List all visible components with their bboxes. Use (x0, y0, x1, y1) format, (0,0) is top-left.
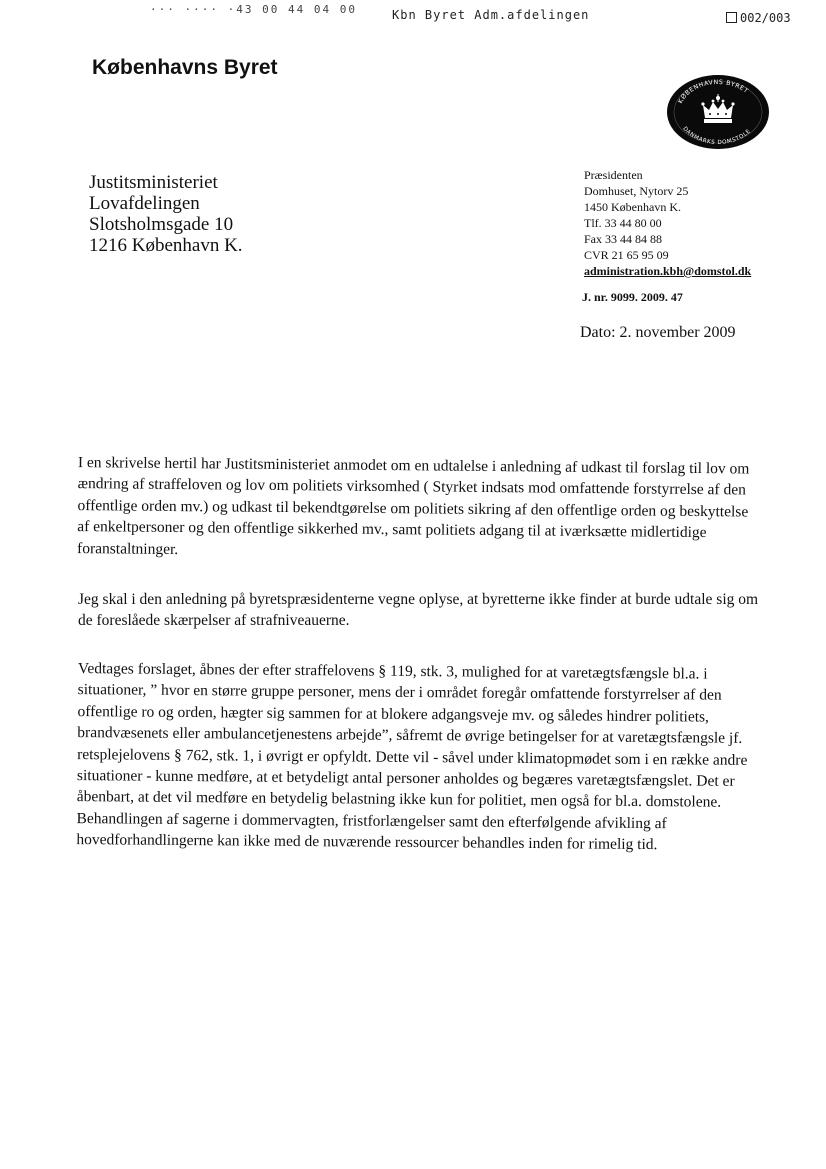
checkbox-icon (726, 12, 737, 23)
seal-top-text: KØBENHAVNS BYRET (677, 78, 750, 105)
fax-header-number: ··· ···· ·43 00 44 04 00 (150, 3, 357, 16)
seal-graphic (666, 74, 770, 150)
sender-postal: 1450 København K. (584, 200, 681, 214)
addressee-line: Lovafdelingen (89, 193, 200, 214)
addressee-line: Slotsholmsgade 10 (89, 214, 234, 235)
sender-title: Præsidenten (584, 168, 643, 182)
addressee-line: Justitsministeriet (89, 172, 218, 193)
letter-body (70, 452, 762, 872)
letter-date: Dato: 2. november 2009 (580, 324, 736, 341)
sender-phone: Tlf. 33 44 80 00 (584, 216, 662, 230)
body-paragraph: Vedtages forslaget, åbnes der efter straffelovens § 119, stk. 3, mulighed for at varetægtsfængsle bl.a. i situationer, ” hvor en større gruppe personer, mens der i området foregår omfattende forstyrrelser af den offentlige ro og orden, hægter sig sammen for at blokere adgangsveje mv. og således hindrer politiets, brandvæsenets eller ambulancetjenestens arbejde”, såfremt de øvrige betingelser for at varetægtsfængsle jf. retsplejelovens § 762, stk. 1, i øvrigt er opfyldt. Dette vil - såvel under klimatopmødet som i en række andre situationer - kunne medføre, at et betydeligt antal personer anholdes og begæres varetægtsfængslet. Det er åbenbart, at det vil medføre en betydelig belastning ikke kun for politiet, men også for bl.a. domstolene. Behandlingen af sagerne i dommervagten, fristforlængelser samt den efterfølgende afvikling af hovedforhandlingerne kan ikke med de nuværende ressourcer behandles inden for rimelig tid. (76, 659, 748, 854)
court-name: Københavns Byret (92, 56, 278, 79)
seal-bottom-text: DANMARKS DOMSTOLE (681, 125, 753, 147)
body-paragraph: Jeg skal i den anledning på byretspræsidenterne vegne oplyse, at byretterne ikke finder at burde udtale sig om de foreslåede skærpelser af strafniveauerne. (78, 591, 759, 630)
sender-email-link[interactable]: administration.kbh@domstol.dk (584, 264, 752, 278)
sender-block (584, 167, 751, 279)
fax-header-page (726, 11, 791, 25)
sender-fax: Fax 33 44 84 88 (584, 232, 662, 246)
sender-cvr: CVR 21 65 95 09 (584, 248, 669, 262)
sender-address: Domhuset, Nytorv 25 (584, 184, 689, 198)
fax-page-number: 002/003 (740, 11, 791, 25)
addressee-block (89, 172, 243, 256)
court-seal (666, 74, 770, 150)
body-paragraph: I en skrivelse hertil har Justitsministeriet anmodet om en udtalelse i anledning af udkast til forslag til lov om ændring af straffeloven og lov om politiets virksomhed ( Styrket indsats mod omfattende forstyrrelse af den offentlige orden mv.) og udkast til bekendtgørelse om politiets sikring af den offentlige orden og beskyttelse af enkeltpersoner og den offentlige sikkerhed mv., samt politiets adgang til at iværksætte midlertidige foranstaltninger. (76, 454, 750, 558)
addressee-line: 1216 København K. (89, 235, 243, 256)
journal-number: J. nr. 9099. 2009. 47 (582, 290, 683, 304)
fax-header-sender: Kbn Byret Adm.afdelingen (392, 8, 590, 22)
